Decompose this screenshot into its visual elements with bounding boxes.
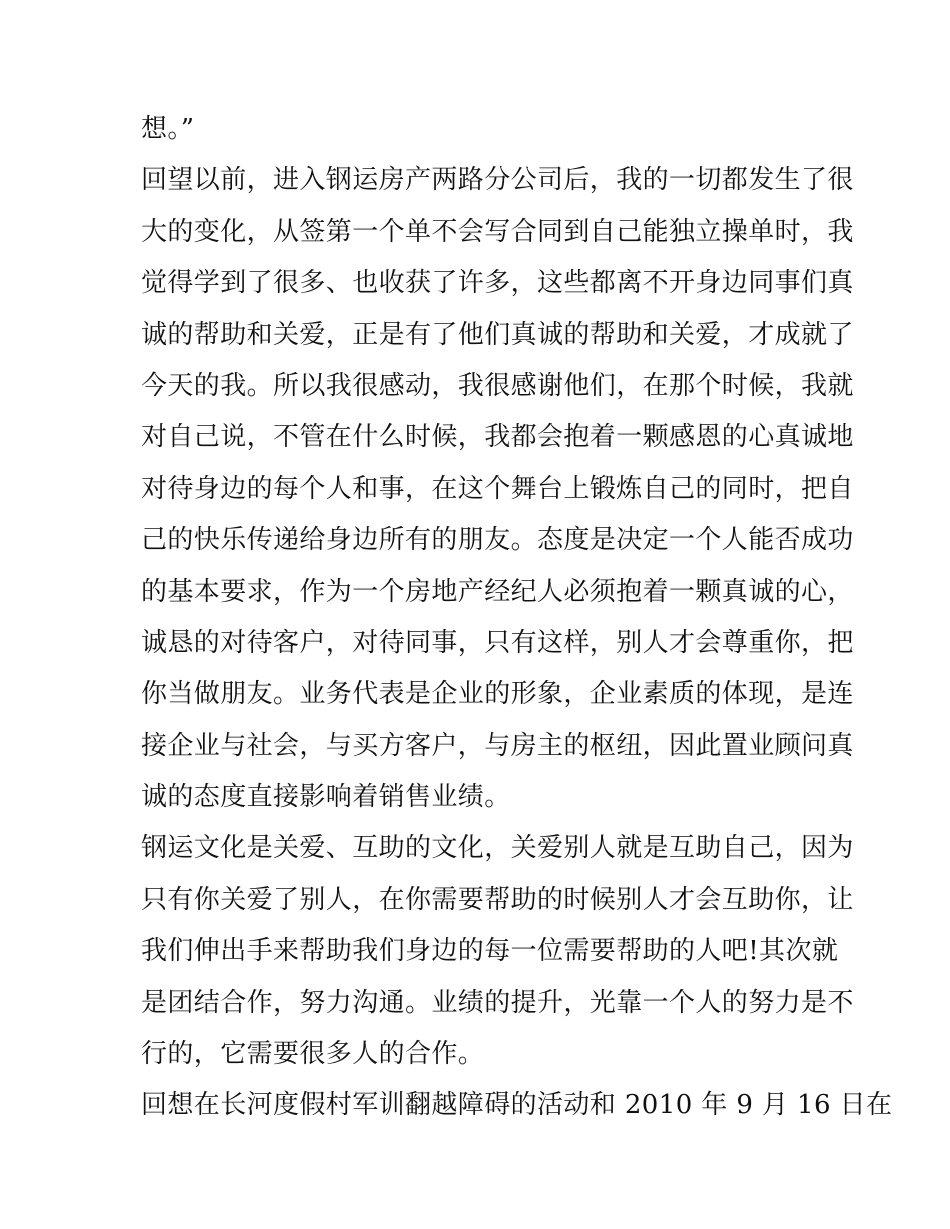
text-line: 回望以前，进入钢运房产两路分公司后，我的一切都发生了很 [141,165,854,196]
text-line: 回想在长河度假村军训翻越障碍的活动和 2010 年 9 月 16 日在 [141,1090,893,1121]
text-line: 诚恳的对待客户，对待同事，只有这样，别人才会尊重你，把 [141,627,854,658]
text-line: 是团结合作，努力沟通。业绩的提升，光靠一个人的努力是不 [141,987,854,1018]
text-line: 对自己说，不管在什么时候，我都会抱着一颗感恩的心真诚地 [141,422,854,453]
text-line: 想。” [141,114,195,144]
body-text [141,104,893,1132]
text-line: 钢运文化是关爱、互助的文化，关爱别人就是互助自己，因为 [141,833,854,864]
text-line: 的基本要求，作为一个房地产经纪人必须抱着一颗真诚的心， [141,576,854,607]
text-line: 觉得学到了很多、也收获了许多，这些都离不开身边同事们真 [141,268,854,299]
text-line: 己的快乐传递给身边所有的朋友。态度是决定一个人能否成功 [141,525,854,556]
text-line: 你当做朋友。业务代表是企业的形象，企业素质的体现，是连 [141,679,854,710]
text-line: 只有你关爱了别人，在你需要帮助的时候别人才会互助你，让 [141,884,854,915]
text-line: 接企业与社会，与买方客户，与房主的枢纽，因此置业顾问真 [141,730,854,761]
text-line: 行的，它需要很多人的合作。 [141,1039,485,1070]
text-line: 大的变化，从签第一个单不会写合同到自己能独立操单时，我 [141,216,854,247]
text-line: 诚的态度直接影响着销售业绩。 [141,782,511,813]
text-line: 我们伸出手来帮助我们身边的每一位需要帮助的人吧!其次就 [141,936,839,967]
text-line: 今天的我。所以我很感动，我很感谢他们，在那个时候，我就 [141,370,854,401]
text-line: 对待身边的每个人和事，在这个舞台上锻炼自己的同时，把自 [141,473,854,504]
text-line: 诚的帮助和关爱，正是有了他们真诚的帮助和关爱，才成就了 [141,319,854,350]
